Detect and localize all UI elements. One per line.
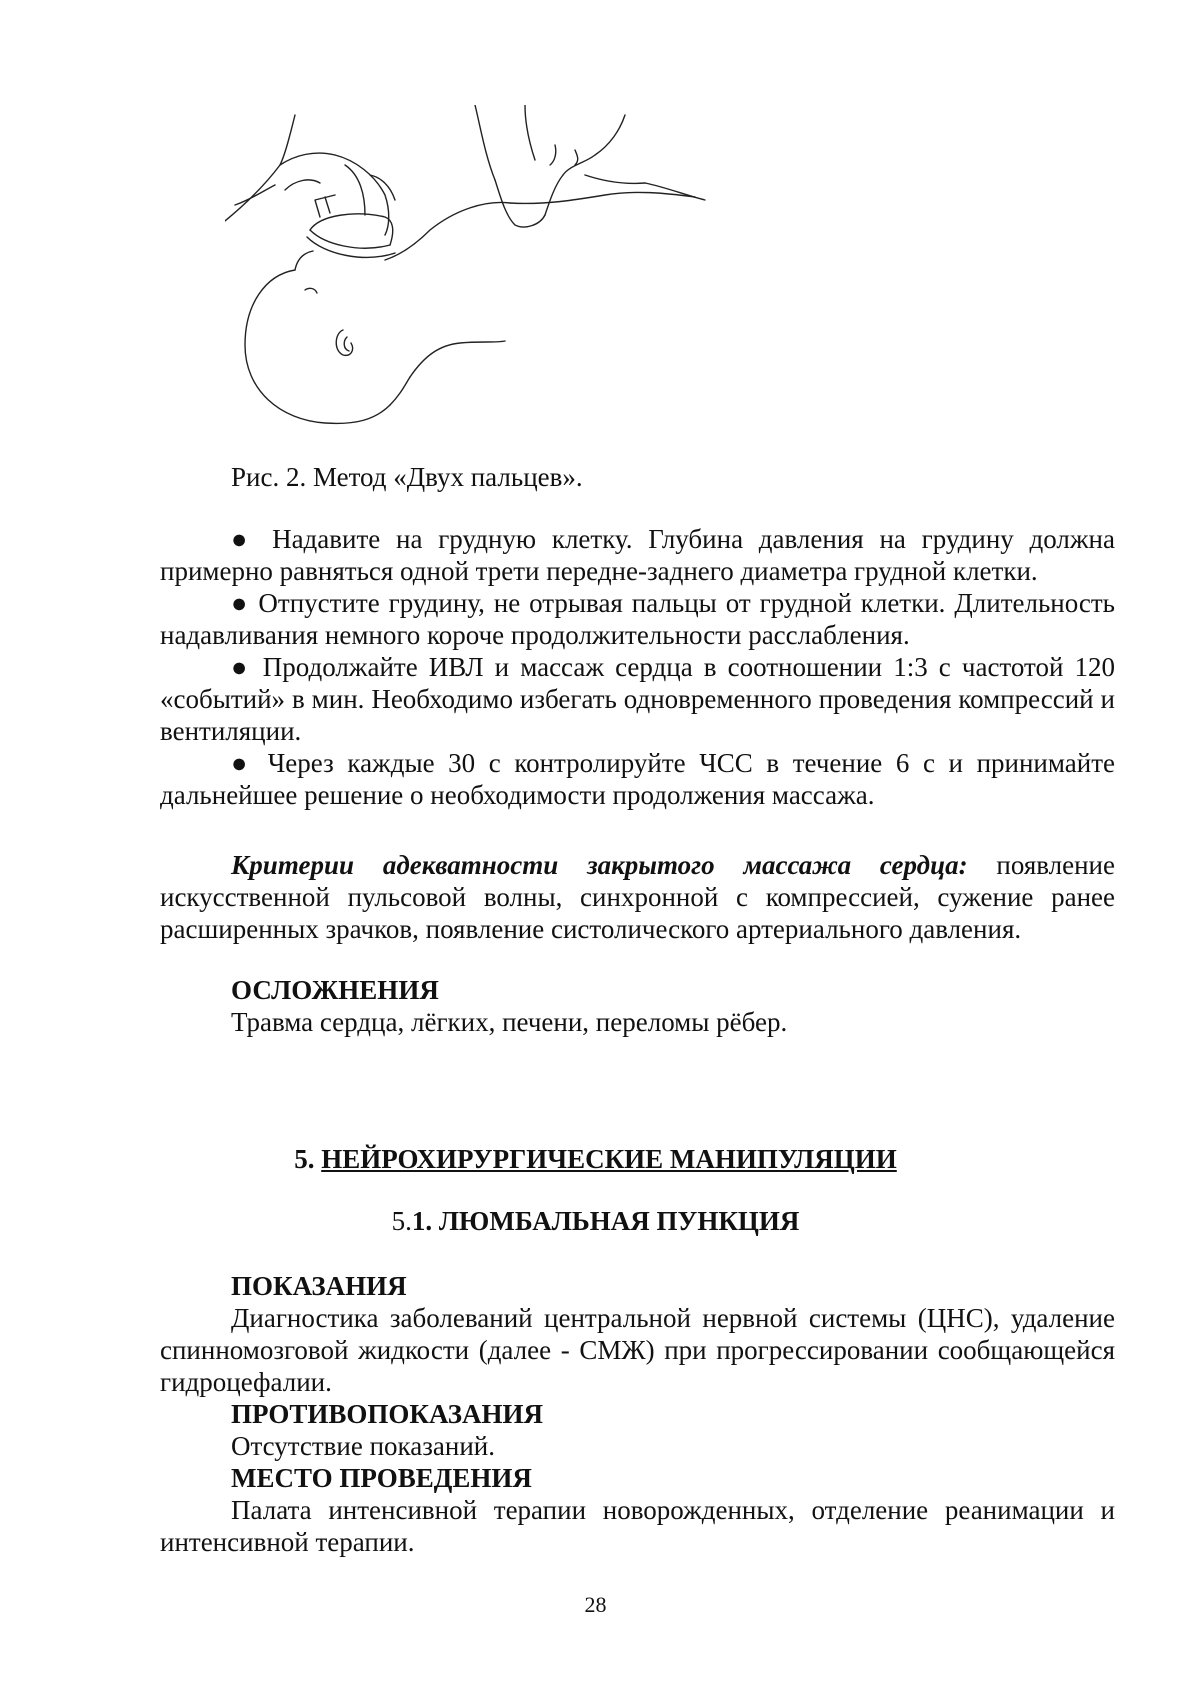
section-title-text: 1. ЛЮМБАЛЬНАЯ ПУНКЦИЯ [411, 1206, 800, 1236]
list-item: ● Отпустите грудину, не отрывая пальцы от грудной клетки. Длительность надавливания немного короче продолжительности расслабления. [160, 588, 1115, 650]
contraindications-text: Отсутствие показаний. [231, 1431, 495, 1461]
infant-cpr-drawing [225, 105, 715, 465]
contraindications-heading: ПРОТИВОПОКАЗАНИЯ [231, 1399, 544, 1429]
two-finger-method-illustration [225, 105, 715, 465]
chapter-number: 5. [294, 1144, 315, 1174]
section-number: 5. [391, 1206, 412, 1236]
criteria-lead: Критерии адекватности закрытого массажа сердца: [231, 850, 968, 880]
lumbar-puncture-body [160, 1270, 1115, 1558]
list-item: ● Надавите на грудную клетку. Глубина давления на грудину должна примерно равняться одной трети передне-заднего диаметра грудной клетки. [160, 524, 1115, 586]
location-text: Палата интенсивной терапии новорожденных, отделение реанимации и интенсивной терапии. [160, 1495, 1115, 1557]
bullet-list [160, 523, 1115, 811]
list-item: ● Продолжайте ИВЛ и массаж сердца в соотношении 1:3 с частотой 120 «событий» в мин. Необходимо избегать одновременного проведения компрессий и вентиляции. [160, 652, 1115, 746]
location-heading: МЕСТО ПРОВЕДЕНИЯ [231, 1463, 532, 1493]
figure-caption: Рис. 2. Метод «Двух пальцев». [231, 462, 583, 492]
complications-text: Травма сердца, лёгких, печени, переломы рёбер. [231, 1007, 788, 1037]
indications-text: Диагностика заболеваний центральной нервной системы (ЦНС), удаление спинномозговой жидкости (далее - СМЖ) при прогрессировании сообщающейся гидроцефалии. [160, 1303, 1115, 1397]
page-number: 28 [584, 1592, 607, 1617]
chapter-title [0, 1143, 1191, 1175]
complications-section [160, 974, 1115, 1038]
section-title [0, 1205, 1191, 1237]
criteria-paragraph [160, 849, 1115, 945]
criteria-text: появление искусственной пульсовой волны, синхронной с компрессией, сужение ранее расширенных зрачков, появление систолического артериального давления. [160, 850, 1115, 944]
indications-heading: ПОКАЗАНИЯ [231, 1271, 407, 1301]
complications-heading: ОСЛОЖНЕНИЯ [231, 975, 439, 1005]
chapter-title-text: НЕЙРОХИРУРГИЧЕСКИЕ МАНИПУЛЯЦИИ [321, 1144, 897, 1174]
list-item: ● Через каждые 30 с контролируйте ЧСС в течение 6 с и принимайте дальнейшее решение о необходимости продолжения массажа. [160, 748, 1115, 810]
